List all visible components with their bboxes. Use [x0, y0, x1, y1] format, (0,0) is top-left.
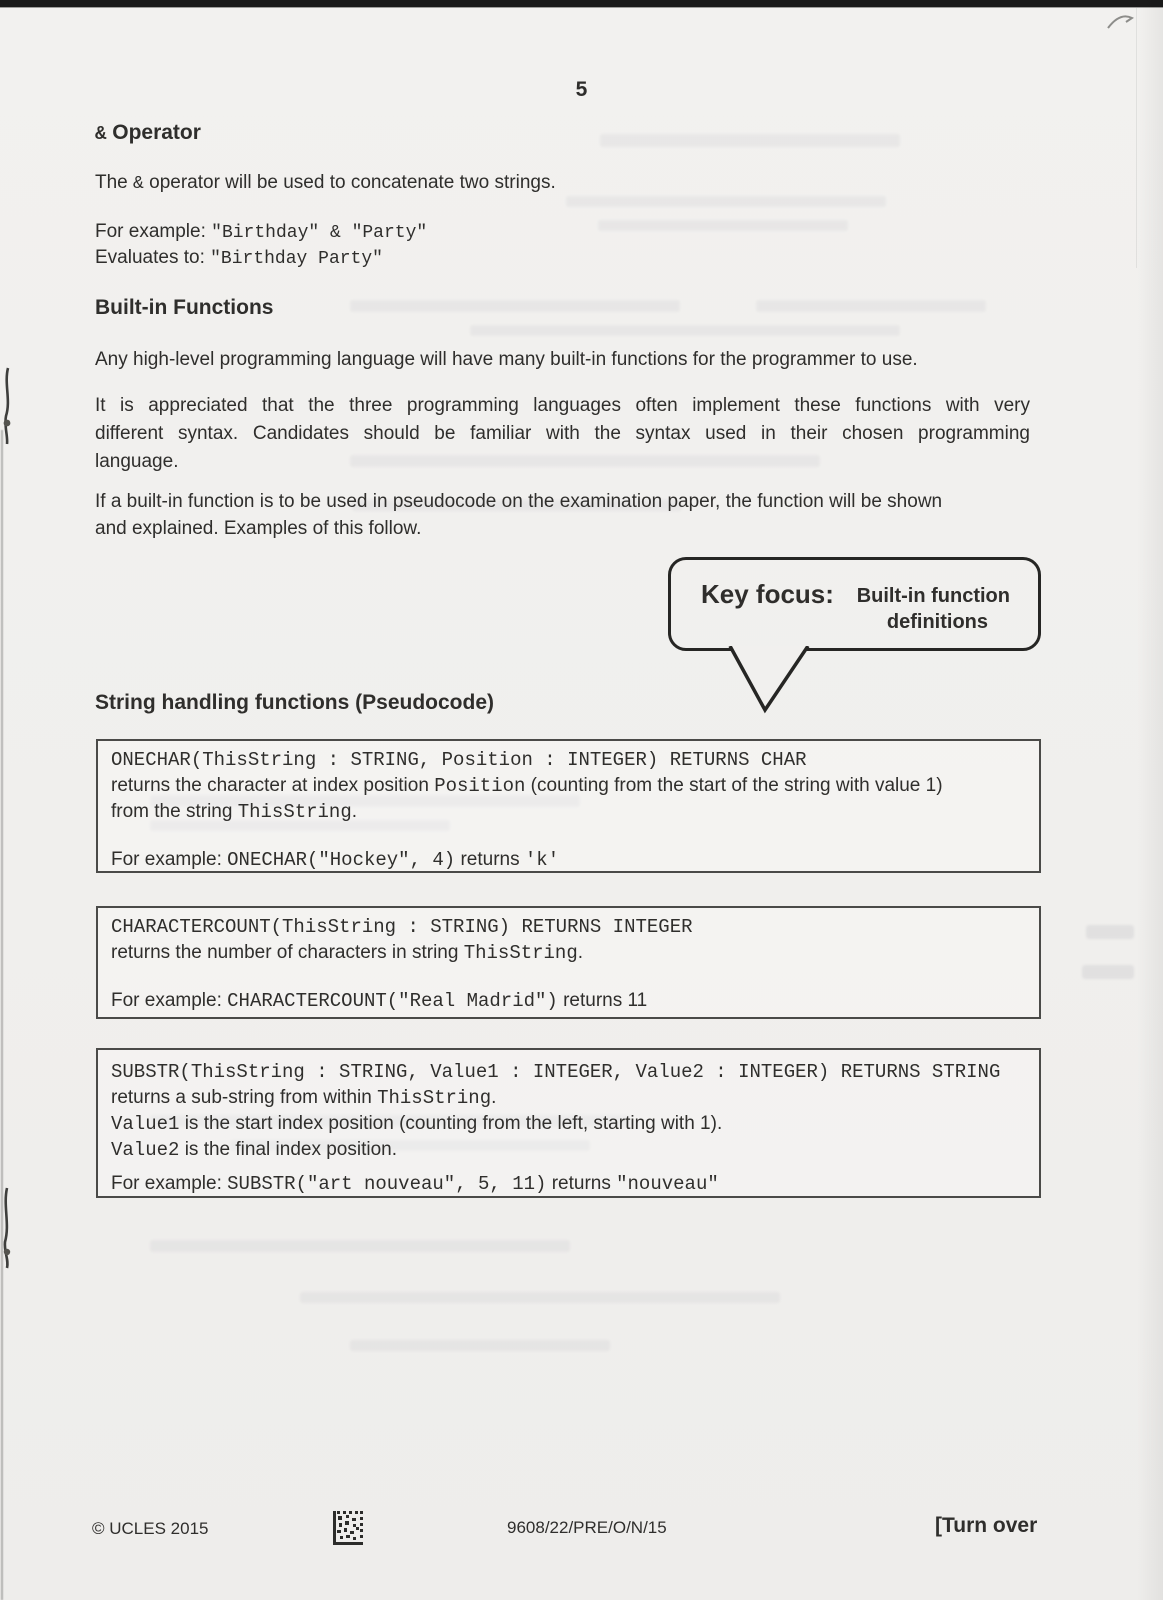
bleed-through-artifact [1086, 925, 1134, 939]
datamatrix-barcode-icon [333, 1511, 363, 1545]
operator-example: For example: "Birthday" & "Party" [95, 221, 428, 243]
function-definition-box-substr [96, 1048, 1041, 1198]
scan-left-edge-line [1, 430, 3, 1600]
function-signature: ONECHAR(ThisString : STRING, Position : INTEGER) RETURNS CHAR [111, 749, 807, 771]
paragraph-line: It is appreciated that the three programming languages often implement these functions with very [95, 395, 1030, 416]
footer-turn-over: [Turn over [935, 1514, 1038, 1537]
bleed-through-artifact [1082, 965, 1134, 979]
function-example: For example: ONECHAR("Hockey", 4) returns 'k' [111, 849, 560, 871]
bleed-through-artifact [600, 134, 900, 147]
key-focus-callout [668, 557, 1041, 651]
bleed-through-artifact [350, 1340, 610, 1351]
paragraph-line: If a built-in function is to be used in pseudocode on the examination paper, the function will be shown [95, 491, 943, 512]
built-in-paragraph-3 [95, 488, 1030, 542]
function-example: For example: SUBSTR("art nouveau", 5, 11) returns "nouveau" [111, 1173, 719, 1195]
bleed-through-artifact [470, 325, 900, 336]
function-example: For example: CHARACTERCOUNT("Real Madrid") returns 11 [111, 990, 648, 1012]
key-focus-line: definitions [886, 611, 988, 633]
function-description-line: from the string ThisString. [111, 801, 358, 823]
operator-evaluates: Evaluates to: "Birthday Party" [95, 247, 383, 269]
operator-intro: The & operator will be used to concatenate two strings. [95, 172, 556, 194]
bleed-through-artifact [566, 196, 886, 207]
operator-heading: & Operator [95, 121, 201, 145]
paragraph-line: different syntax. Candidates should be familiar with the syntax used in their chosen programming [95, 423, 1030, 444]
built-in-paragraph-1: Any high-level programming language will have many built-in functions for the programmer to use. [95, 349, 918, 370]
bleed-through-artifact [756, 300, 986, 312]
built-in-functions-heading: Built-in Functions [95, 296, 274, 319]
footer-copyright: © UCLES 2015 [92, 1519, 209, 1538]
key-focus-text [857, 580, 1010, 635]
bleed-through-artifact [350, 300, 680, 312]
function-description-line: returns the number of characters in string ThisString. [111, 942, 584, 964]
function-signature: SUBSTR(ThisString : STRING, Value1 : INTEGER, Value2 : INTEGER) RETURNS STRING [111, 1061, 1001, 1083]
footer-paper-code: 9608/22/PRE/O/N/15 [507, 1518, 667, 1537]
key-focus-label: Key focus: [701, 579, 834, 609]
function-definition-box-onechar [96, 739, 1041, 873]
staple-mark [0, 1186, 16, 1270]
callout-tail-pointer [724, 646, 816, 718]
scan-right-shading [1137, 0, 1163, 1600]
function-description-line: returns the character at index position Position (counting from the start of the string with value 1) [111, 775, 943, 797]
page-curl-mark [1106, 8, 1140, 42]
function-definition-box-charactercount [96, 906, 1041, 1019]
function-description-line: returns a sub-string from within ThisString. [111, 1087, 497, 1109]
bleed-through-artifact [300, 1292, 780, 1303]
staple-mark [0, 366, 16, 446]
key-focus-line: Built-in function [856, 585, 1010, 607]
paper-crease [1136, 8, 1137, 268]
page-number: 5 [575, 78, 588, 101]
function-description-line: Value1 is the start index position (counting from the left, starting with 1). [111, 1113, 723, 1135]
bleed-through-artifact [150, 1240, 570, 1252]
function-signature: CHARACTERCOUNT(ThisString : STRING) RETURNS INTEGER [111, 916, 693, 938]
built-in-paragraph-2 [95, 392, 1030, 476]
string-handling-heading: String handling functions (Pseudocode) [95, 691, 494, 714]
paragraph-line: language. [95, 451, 179, 472]
bleed-through-artifact [598, 220, 848, 231]
paragraph-line: and explained. Examples of this follow. [95, 518, 422, 539]
scan-top-edge [0, 0, 1163, 7]
function-description-line: Value2 is the final index position. [111, 1139, 397, 1161]
